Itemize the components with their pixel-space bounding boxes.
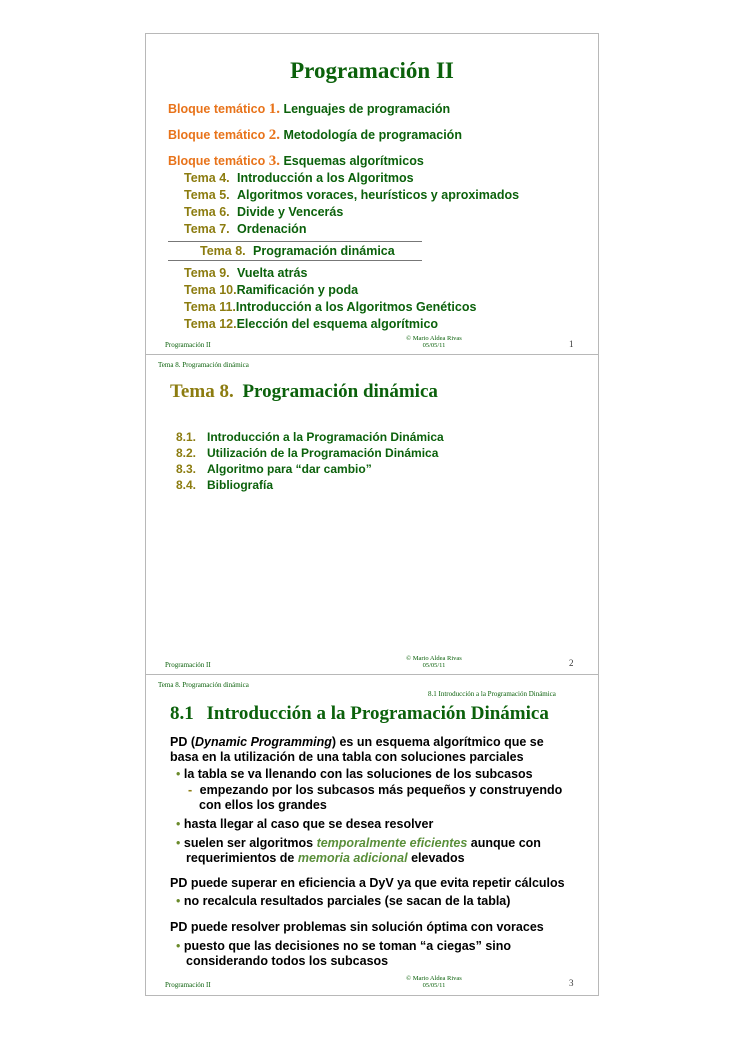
toc-item: 8.1. Introducción a la Programación Dinámica	[176, 430, 444, 444]
slide-header: Tema 8. Programación dinámica	[158, 361, 249, 369]
tema-9: Tema 9. Vuelta atrás	[184, 266, 308, 280]
footer-course: Programación II	[165, 341, 211, 349]
bloque-1: Bloque temático 1. Lenguajes de programación	[168, 101, 451, 117]
bullet-item: • suelen ser algoritmos temporalmente eficientes aunque con requerimientos de memoria adicional elevados	[176, 836, 541, 865]
tema-10: Tema 10.Ramificación y poda	[184, 283, 359, 297]
footer-copyright: © Mario Aldea Rivas 05/05/11	[406, 335, 462, 349]
tema-11: Tema 11.Introducción a los Algoritmos Genéticos	[184, 300, 477, 314]
paragraph-1: PD (Dynamic Programming) es un esquema algorítmico que se basa en la utilización de una tabla con soluciones parciales	[170, 735, 544, 764]
footer-course: Programación II	[165, 981, 211, 989]
slide-3	[145, 675, 599, 996]
bullet-item: • hasta llegar al caso que se desea resolver	[176, 817, 434, 831]
bloque-3: Bloque temático 3. Esquemas algorítmicos	[168, 153, 424, 169]
tema-12: Tema 12.Elección del esquema algorítmico	[184, 317, 439, 331]
toc-item: 8.2. Utilización de la Programación Dinámica	[176, 446, 439, 460]
bullet-item: • no recalcula resultados parciales (se sacan de la tabla)	[176, 894, 511, 908]
slide-1	[145, 33, 599, 355]
bullet-item: • la tabla se va llenando con las soluciones de los subcasos	[176, 767, 533, 781]
bloque-2: Bloque temático 2. Metodología de programación	[168, 127, 462, 143]
tema-8-current: Tema 8. Programación dinámica	[200, 244, 395, 258]
slide-subheader: 8.1 Introducción a la Programación Dinámica	[428, 690, 556, 698]
tema-7: Tema 7. Ordenación	[184, 222, 307, 236]
page-number: 1	[569, 339, 574, 349]
tema-4: Tema 4. Introducción a los Algoritmos	[184, 171, 414, 185]
highlight-top-rule	[168, 241, 422, 242]
tema-6: Tema 6. Divide y Vencerás	[184, 205, 344, 219]
bullet-item: • puesto que las decisiones no se toman “a ciegas” sino considerando todos los subcasos	[176, 939, 512, 968]
paragraph-2: PD puede superar en eficiencia a DyV ya que evita repetir cálculos	[170, 876, 565, 890]
page-number: 3	[569, 978, 574, 988]
paragraph-3: PD puede resolver problemas sin solución óptima con voraces	[170, 920, 544, 934]
sub-bullet-item: - empezando por los subcasos más pequeños y construyendo con ellos los grandes	[188, 783, 563, 812]
slide-title: 8.1 Introducción a la Programación Dinámica	[170, 703, 549, 724]
toc-item: 8.4. Bibliografía	[176, 478, 274, 492]
slide-header: Tema 8. Programación dinámica	[158, 681, 249, 689]
footer-copyright: © Mario Aldea Rivas 05/05/11	[406, 975, 462, 989]
tema-5: Tema 5. Algoritmos voraces, heurísticos y aproximados	[184, 188, 520, 202]
highlight-bottom-rule	[168, 260, 422, 261]
toc-item: 8.3. Algoritmo para “dar cambio”	[176, 462, 372, 476]
slide-title: Tema 8. Programación dinámica	[170, 381, 438, 402]
footer-copyright: © Mario Aldea Rivas 05/05/11	[406, 655, 462, 669]
slide-2	[145, 355, 599, 675]
page-number: 2	[569, 658, 574, 668]
footer-course: Programación II	[165, 661, 211, 669]
slide-title: Programación II	[290, 58, 454, 83]
